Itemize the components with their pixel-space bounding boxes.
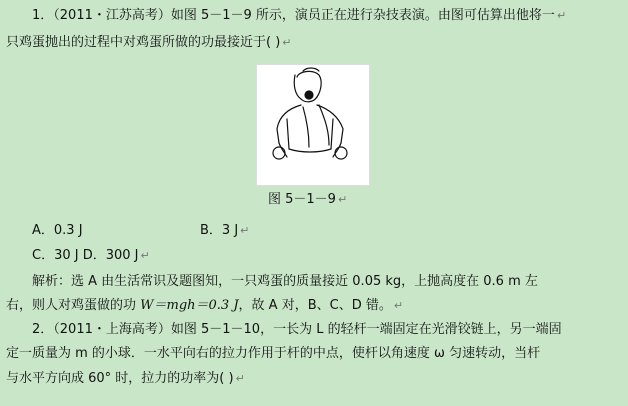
q2-stem-line2: 定一质量为 m 的小球．一水平向右的拉力作用于杆的中点，使杆以角速度 ω 匀速转动，当杆 — [6, 346, 541, 361]
q1-analysis-line1: 解析：选 A 由生活常识及题图知，一只鸡蛋的质量接近 0.05 kg，上抛高度在 0.6 m 左 — [32, 274, 538, 289]
option-b: B．3 J ↵ — [200, 223, 250, 238]
work-formula: W＝mgh＝0.3 J — [140, 298, 239, 313]
figure-caption: 图 5－1－9 ↵ — [268, 192, 348, 207]
q1-analysis-line2: 右，则人对鸡蛋做的功 W＝mgh＝0.3 J，故 A 对，B、C、D 错。 ↵ — [6, 298, 404, 313]
option-a: A．0.3 J — [32, 223, 83, 238]
q1-stem-line1: 1．（2011・江苏高考）如图 5－1－9 所示，演员正在进行杂技表演。由图可估算出他将一 ↵ — [32, 8, 567, 23]
juggler-drawing — [257, 65, 369, 185]
option-c-d: C．30 J D．300 J ↵ — [32, 248, 150, 263]
juggler-figure — [256, 64, 370, 186]
q1-stem-line2: 只鸡蛋抛出的过程中对鸡蛋所做的功最接近于( ) ↵ — [6, 35, 292, 50]
q2-stem-line3: 与水平方向成 60° 时，拉力的功率为( ) ↵ — [6, 371, 245, 386]
q2-stem-line1: 2．（2011・上海高考）如图 5－1－10，一长为 L 的轻杆一端固定在光滑铰链上，另一端固 — [32, 322, 562, 337]
